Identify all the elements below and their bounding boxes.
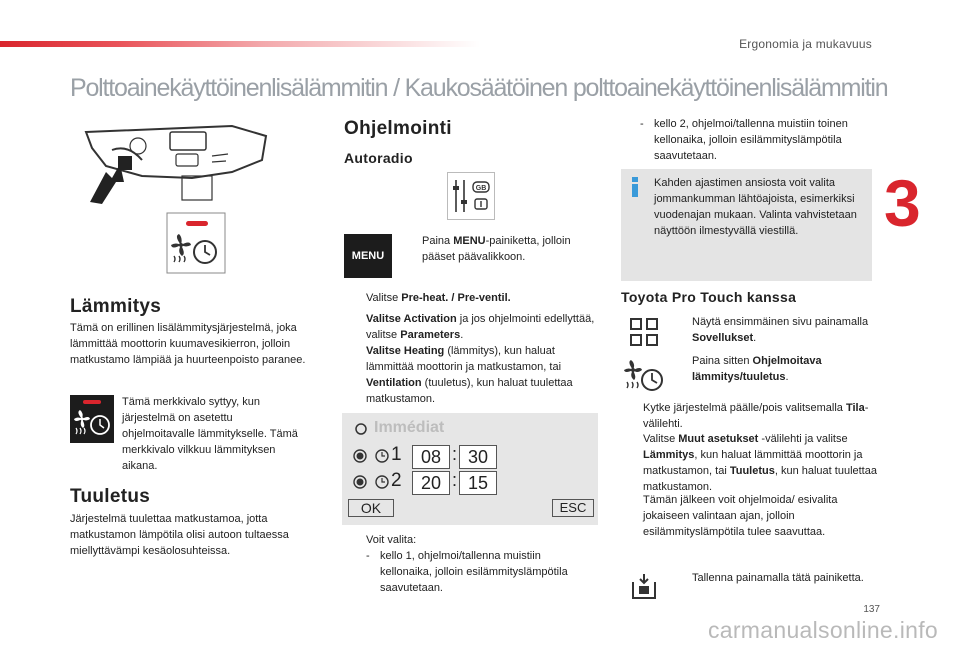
- info-icon: [631, 177, 639, 197]
- page-number: 137: [863, 604, 880, 615]
- timer2-minute: 15: [459, 471, 497, 495]
- toyota-step3: Kytke järjestelmä päälle/pois valitsemalla Tila-välilehti.: [643, 402, 869, 430]
- info-box: [621, 169, 872, 281]
- radio-off-icon: [354, 422, 368, 436]
- ventilation-heading: Tuuletus: [70, 486, 151, 507]
- indicator-text: Tämä merkkivalo syttyy, kun järjestelmä on asetettu ohjelmoitavalle lämmitykselle. Tämä merkkivalo vilkkuu lämmityksen aikana.: [122, 396, 298, 472]
- choose-intro: Voit valita:: [366, 534, 417, 546]
- toyota-step5: Tämän jälkeen voit ohjelmoida/ esivalita jokaiseen valintaan ajan, jolloin esilämmityslämpötila tulee saavuttaa.: [643, 494, 838, 538]
- menu-key-icon: MENU: [344, 234, 392, 278]
- clock1-option: - kello 1, ohjelmoi/tallenna muistiin kellonaika, jolloin esilämmityslämpötila saavutetaan.: [366, 550, 568, 594]
- step-menu: Paina MENU-painiketta, jolloin pääset päävalikkoon.: [422, 235, 571, 263]
- dashboard-illustration: [82, 120, 270, 204]
- save-icon: [628, 572, 660, 602]
- ok-button[interactable]: OK: [348, 499, 394, 517]
- info-text: Kahden ajastimen ansiosta voit valita jommankumman lähtöajoista, esimerkiksi vuodenajan mukaan. Valinta vahvistetaan näyttöön ilmestyvällä viestillä.: [654, 177, 857, 237]
- heater-panel-icon: [166, 212, 226, 274]
- heater-indicator-icon: [70, 395, 114, 443]
- step-heating: Valitse Heating (lämmitys), kun haluat lämmittää moottorin ja matkustamon, tai Ventilation (tuuletus), kun haluat tuulettaa matkustamon.: [366, 345, 573, 405]
- clock-icon: [374, 474, 390, 490]
- radio-on-icon: [352, 448, 368, 464]
- heating-clock-icon: [622, 358, 664, 394]
- radio-settings-icon: [447, 172, 495, 220]
- clock2-option: - kello 2, ohjelmoi/tallenna muistiin toinen kellonaika, jolloin esilämmityslämpötila saavutetaan.: [640, 118, 848, 162]
- page-title: Polttoainekäyttöinenlisälämmitin / Kaukosäätöinen polttoainekäyttöinenlisälämmitin: [70, 74, 888, 102]
- timer1-hour: 08: [412, 445, 450, 469]
- radio-on-icon: [352, 474, 368, 490]
- timer2-hour: 20: [412, 471, 450, 495]
- section-title: Ergonomia ja mukavuus: [739, 37, 872, 51]
- timer1-label: 1: [391, 444, 402, 465]
- toyota-step2: Paina sitten Ohjelmoitava lämmitys/tuuletus.: [692, 355, 822, 383]
- immediate-label: Immédiat: [374, 419, 445, 436]
- step-select-preheat: Valitse Pre-heat. / Pre-ventil.: [366, 292, 511, 304]
- chapter-number: 3: [884, 166, 921, 240]
- timer2-colon: :: [452, 470, 458, 490]
- apps-grid-icon: [627, 315, 661, 349]
- heating-text: Tämä on erillinen lisälämmitysjärjestelmä, joka lämmittää moottorin kuumavesikierron, jolloin matkustamo lämpiää ja huurteenpoisto paranee.: [70, 322, 306, 366]
- ventilation-text: Järjestelmä tuulettaa matkustamoa, jotta matkustamon lämpötila olisi autoon tultaessa miellyttävämpi kesäolosuhteissa.: [70, 513, 289, 557]
- header-accent-bar: [0, 41, 480, 47]
- svg-text:GB: GB: [475, 185, 487, 192]
- timer2-label: 2: [391, 470, 402, 491]
- clock-icon: [374, 448, 390, 464]
- toyota-step4: Valitse Muut asetukset -välilehti ja valitse Lämmitys, kun haluat lämmittää moottorin ja matkustamon, tai Tuuletus, kun haluat tuulettaa matkustamon.: [643, 433, 877, 493]
- programming-heading: Ohjelmointi: [344, 118, 452, 139]
- autoradio-heading: Autoradio: [344, 150, 413, 166]
- timer1-minute: 30: [459, 445, 497, 469]
- watermark: carmanualsonline.info: [707, 617, 938, 643]
- toyota-heading: Toyota Pro Touch kanssa: [621, 289, 797, 305]
- toyota-step6: Tallenna painamalla tätä painiketta.: [692, 572, 864, 584]
- heating-heading: Lämmitys: [70, 296, 162, 317]
- radio-screen: [342, 413, 598, 525]
- toyota-step1: Näytä ensimmäinen sivu painamalla Sovellukset.: [692, 316, 869, 344]
- esc-button[interactable]: ESC: [552, 499, 594, 517]
- timer1-colon: :: [452, 444, 458, 464]
- step-activation: Valitse Activation ja jos ohjelmointi edellyttää, valitse Parameters.: [366, 313, 595, 341]
